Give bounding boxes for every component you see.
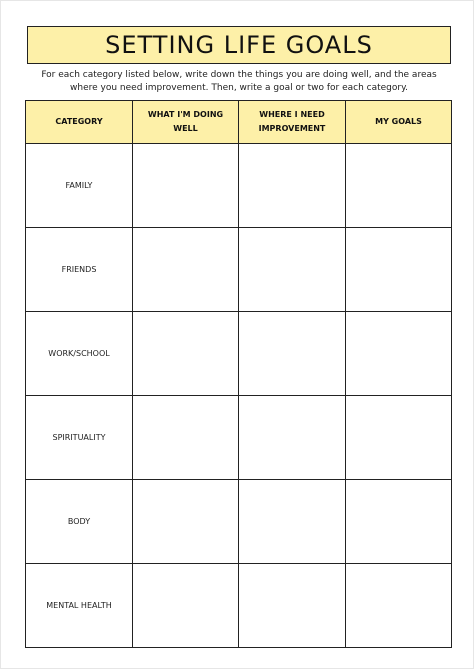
doing-well-cell[interactable]	[133, 144, 239, 228]
table-row	[26, 144, 452, 228]
table-row	[26, 564, 452, 648]
header-improvement: WHERE I NEED IMPROVEMENT	[239, 101, 346, 144]
improvement-cell[interactable]	[239, 396, 346, 480]
goals-cell[interactable]	[346, 480, 452, 564]
goals-cell[interactable]	[346, 228, 452, 312]
category-cell: MENTAL HEALTH	[26, 564, 133, 648]
header-doing-well: WHAT I'M DOING WELL	[133, 101, 239, 144]
improvement-cell[interactable]	[239, 564, 346, 648]
goals-cell[interactable]	[346, 564, 452, 648]
header-category: CATEGORY	[26, 101, 133, 144]
table-row	[26, 480, 452, 564]
table-row	[26, 228, 452, 312]
doing-well-cell[interactable]	[133, 312, 239, 396]
category-cell: WORK/SCHOOL	[26, 312, 133, 396]
category-cell: BODY	[26, 480, 133, 564]
doing-well-cell[interactable]	[133, 480, 239, 564]
instructions-text: For each category listed below, write down the things you are doing well, and the areas where you need improvement. Then, write a goal or two for each category.	[41, 70, 437, 93]
doing-well-cell[interactable]	[133, 564, 239, 648]
doing-well-cell[interactable]	[133, 228, 239, 312]
category-cell: FAMILY	[26, 144, 133, 228]
category-cell: FRIENDS	[26, 228, 133, 312]
improvement-cell[interactable]	[239, 228, 346, 312]
improvement-cell[interactable]	[239, 312, 346, 396]
goals-cell[interactable]	[346, 144, 452, 228]
doing-well-cell[interactable]	[133, 396, 239, 480]
table-row	[26, 396, 452, 480]
title-banner	[27, 26, 451, 64]
table-header-row	[26, 101, 452, 144]
header-my-goals: MY GOALS	[346, 101, 452, 144]
table-row	[26, 312, 452, 396]
goals-cell[interactable]	[346, 312, 452, 396]
goals-table	[25, 100, 452, 648]
page-title: SETTING LIFE GOALS	[105, 31, 373, 59]
category-cell: SPIRITUALITY	[26, 396, 133, 480]
improvement-cell[interactable]	[239, 144, 346, 228]
goals-cell[interactable]	[346, 396, 452, 480]
improvement-cell[interactable]	[239, 480, 346, 564]
